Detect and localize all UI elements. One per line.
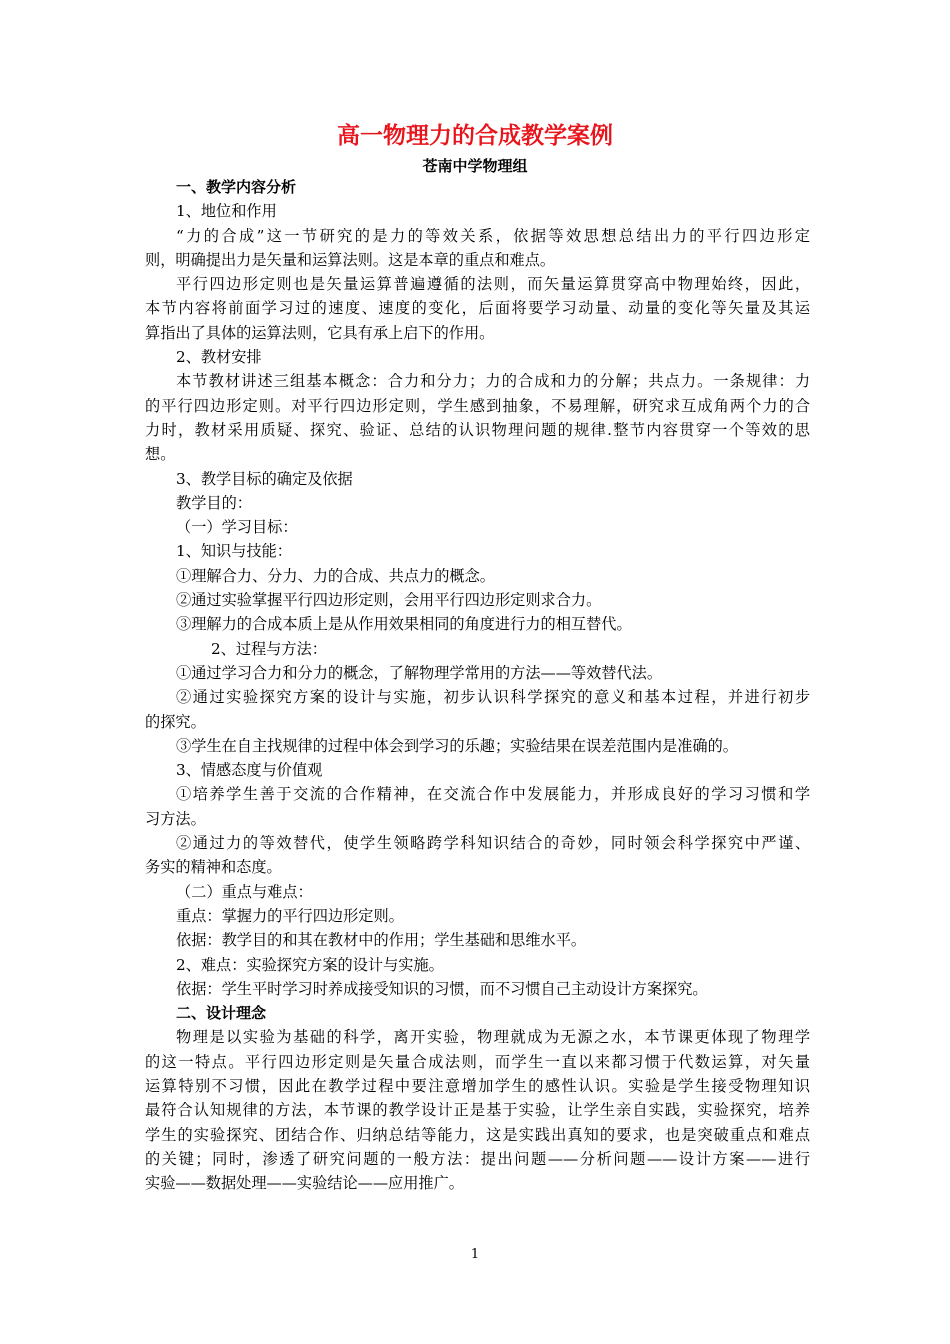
list-item: ③理解力的合成本质上是从作用效果相同的角度进行力的相互替代。: [176, 615, 632, 634]
paragraph-line: 物理是以实验为基础的科学，离开实验，物理就成为无源之水，本节课更体现了物理学: [176, 1028, 810, 1047]
paragraph-line: 重点：掌握力的平行四边形定则。: [176, 906, 404, 925]
paragraph-line: 则，明确提出力是矢量和运算法则。这是本章的重点和难点。: [145, 250, 556, 269]
paragraph-line: 平行四边形定则也是矢量运算普遍遵循的法则，而矢量运算贯穿高中物理始终，因此，: [176, 275, 810, 294]
list-item-continuation: 务实的精神和态度。: [145, 858, 282, 877]
paragraph-line: 的平行四边形定则。对平行四边形定则，学生感到抽象，不易理解，研究求互成角两个力的合: [145, 396, 810, 415]
paragraph-line: 算指出了具体的运算法则，它具有承上启下的作用。: [145, 323, 495, 342]
subheading-process-methods: 2、过程与方法：: [211, 639, 327, 658]
paragraph-line: 的关键；同时，渗透了研究问题的一般方法：提出问题——分析问题——设计方案——进行: [145, 1149, 810, 1168]
paragraph-line: 力时，教材采用质疑、探究、验证、总结的认识物理问题的规律.整节内容贯穿一个等效的思: [145, 420, 810, 439]
paragraph-line: 想。: [145, 445, 176, 464]
paragraph-line: 的这一特点。平行四边形定则是矢量合成法则，而学生一直以来都习惯于代数运算，对矢量: [145, 1052, 810, 1071]
page-number: 1: [470, 1247, 480, 1262]
paragraph-line: 本节内容将前面学习过的速度、速度的变化，后面将要学习动量、动量的变化等矢量及其运: [145, 299, 810, 318]
subheading-key-difficult-points: （二）重点与难点：: [176, 882, 313, 901]
subheading-attitudes-values: 3、情感态度与价值观: [176, 761, 323, 780]
list-item-continuation: 的探究。: [145, 712, 206, 731]
subheading-knowledge-skills: 1、知识与技能：: [176, 542, 292, 561]
paragraph-line: 运算特别不习惯，因此在教学过程中要注意增加学生的感性认识。实验是学生接受物理知识: [145, 1076, 810, 1095]
paragraph-line: 依据：教学目的和其在教材中的作用；学生基础和思维水平。: [176, 931, 587, 950]
list-item: ②通过实验掌握平行四边形定则，会用平行四边形定则求合力。: [176, 591, 602, 610]
paragraph-line: 最符合认知规律的方法，本节课的教学设计正是基于实验，让学生亲自实践，实验探究，培养: [145, 1101, 810, 1120]
section-heading-content-analysis: 一、教学内容分析: [176, 178, 297, 196]
list-item: ②通过力的等效替代，使学生领略跨学科知识结合的奇妙，同时领会科学探究中严谨、: [176, 834, 810, 853]
paragraph-line: 教学目的：: [176, 493, 252, 512]
paragraph-line: “力的合成”这一节研究的是力的等效关系，依据等效思想总结出力的平行四边形定: [176, 226, 810, 245]
subheading-teaching-goals: 3、教学目标的确定及依据: [176, 469, 353, 488]
list-item-continuation: 习方法。: [145, 809, 206, 828]
list-item: ③学生在自主找规律的过程中体会到学习的乐趣；实验结果在误差范围内是准确的。: [176, 736, 738, 755]
document-title: 高一物理力的合成教学案例: [337, 123, 613, 149]
list-item: ①理解合力、分力、力的合成、共点力的概念。: [176, 566, 495, 585]
paragraph-line: 2、难点：实验探究方案的设计与实施。: [176, 955, 444, 974]
list-item: ①通过学习合力和分力的概念，了解物理学常用的方法——等效替代法。: [176, 663, 662, 682]
document-body: [145, 175, 810, 1195]
list-item: ①培养学生善于交流的合作精神，在交流合作中发展能力，并形成良好的学习习惯和学: [176, 785, 810, 804]
document-subtitle: 苍南中学物理组: [422, 157, 528, 175]
paragraph-line: 依据：学生平时学习时养成接受知识的习惯，而不习惯自己主动设计方案探究。: [176, 979, 708, 998]
section-heading-design-concept: 二、设计理念: [176, 1004, 267, 1023]
paragraph-line: 本节教材讲述三组基本概念：合力和分力；力的合成和力的分解；共点力。一条规律：力: [176, 372, 810, 391]
subheading-textbook-arrangement: 2、教材安排: [176, 348, 262, 367]
subheading-learning-goals: （一）学习目标：: [176, 518, 298, 537]
subheading-position-role: 1、地位和作用: [176, 202, 277, 221]
paragraph-line: 实验——数据处理——实验结论——应用推广。: [145, 1174, 464, 1193]
paragraph-line: 学生的实验探究、团结合作、归纳总结等能力，这是实践出真知的要求，也是突破重点和难点: [145, 1125, 810, 1144]
list-item: ②通过实验探究方案的设计与实施，初步认识科学探究的意义和基本过程，并进行初步: [176, 688, 810, 707]
